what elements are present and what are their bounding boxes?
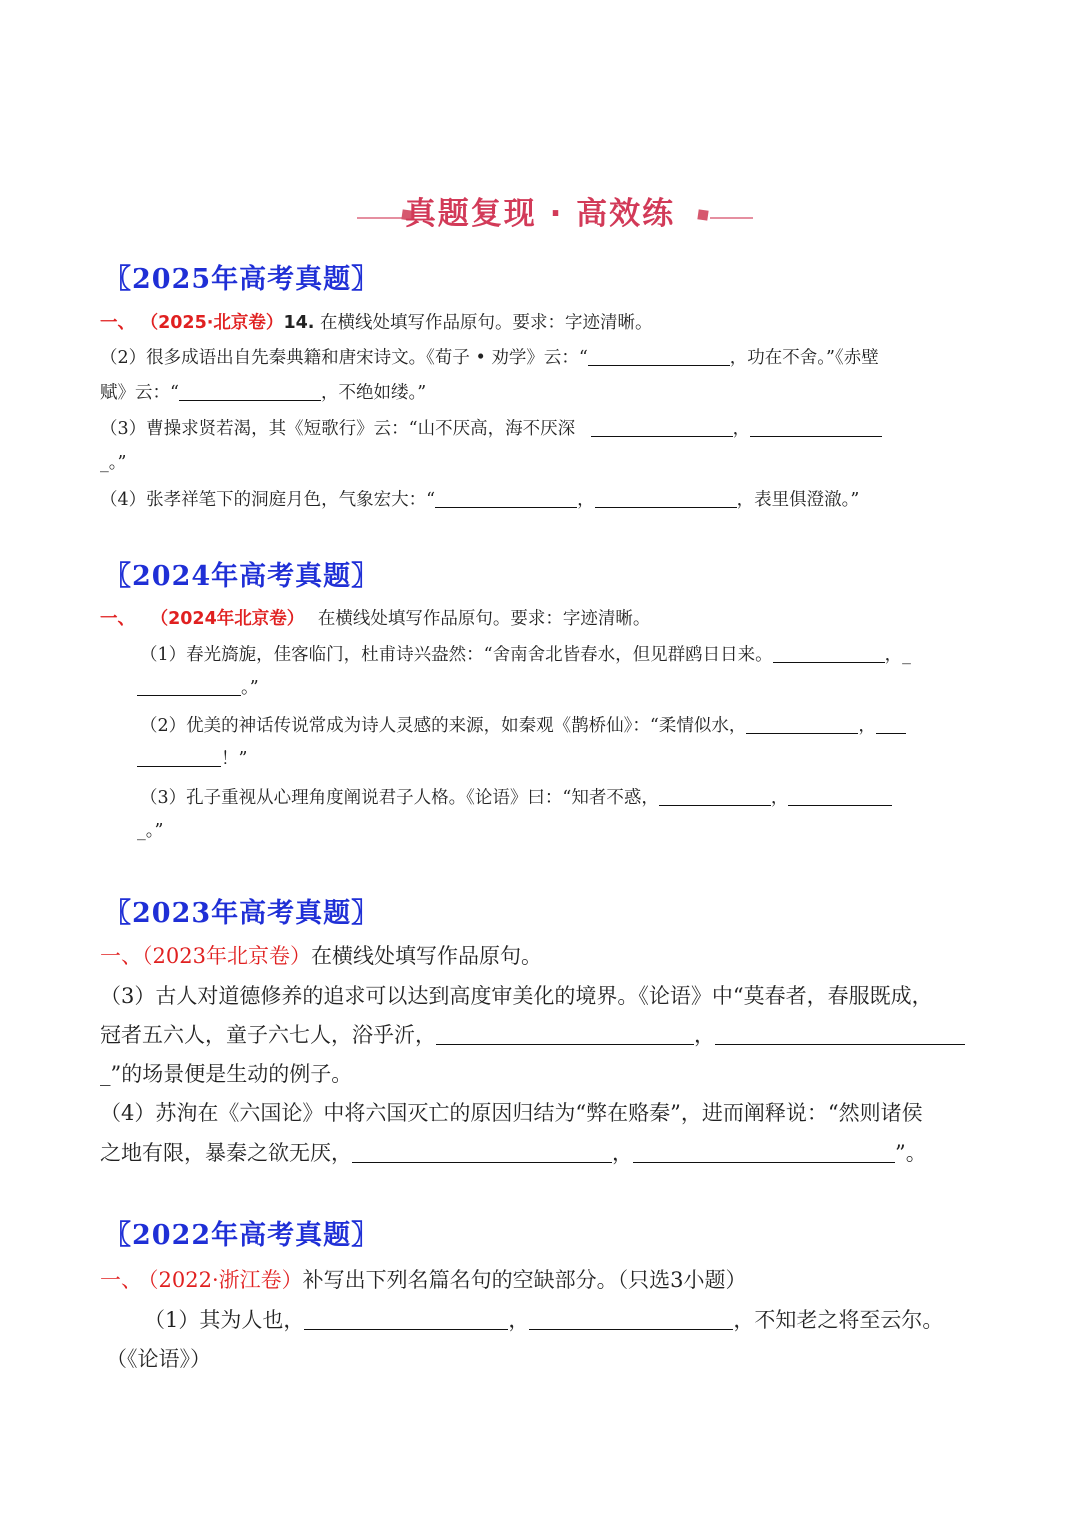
item-text: ，不绝如缕。” (320, 383, 427, 403)
item-text: _”的场景便是生动的例子。 (100, 1062, 353, 1086)
answer-blank[interactable] (436, 1023, 694, 1045)
item-text: （3）曹操求贤若渴，其《短歌行》云：“山不厌高，海不厌深 (100, 419, 576, 439)
answer-blank[interactable] (746, 716, 858, 735)
item-2024-2-line2 (137, 745, 984, 770)
q-source: （2025·北京卷） (140, 313, 284, 333)
item-text: （2）优美的神话传说常成为诗人灵感的来源，如秦观《鹊桥仙》：“柔情似水， (140, 716, 747, 736)
item-text: （3）古人对道德修养的追求可以达到高度审美化的境界。《论语》中“莫春者，春服既成， (100, 984, 933, 1008)
answer-blank[interactable] (529, 1308, 733, 1330)
item-text: 赋》云：“ (100, 383, 179, 403)
item-text: 。” (241, 678, 259, 698)
answer-blank[interactable] (595, 490, 737, 509)
answer-blank[interactable] (659, 788, 771, 807)
item-2023-4-line2 (100, 1137, 984, 1167)
item-text: ， (858, 716, 876, 736)
item-2023-3-line1 (100, 980, 984, 1010)
item-text: （3）孔子重视从心理角度阐说君子人格。《论语》曰：“知者不惑， (140, 788, 659, 808)
answer-blank[interactable] (352, 1141, 612, 1163)
item-text: ！” (221, 749, 248, 769)
item-2022-1-line2 (106, 1343, 984, 1373)
answer-blank[interactable] (591, 419, 733, 438)
answer-blank[interactable] (750, 419, 882, 438)
answer-blank[interactable] (435, 490, 577, 509)
item-text: （《论语》） (106, 1347, 211, 1371)
item-2024-3-line1 (140, 784, 984, 809)
item-text: ，表里俱澄澈。” (736, 490, 860, 510)
item-text: ，功在不舍。”《赤壁 (729, 348, 879, 368)
item-2022-1-line1 (144, 1304, 984, 1334)
item-text: （4）张孝祥笔下的洞庭月色，气象宏大：“ (100, 490, 436, 510)
question-2023-header (100, 940, 984, 970)
item-text: （4）苏洵在《六国论》中将六国灭亡的原因归结为“弊在赂秦”，进而阐释说：“然则诸侯 (100, 1101, 923, 1125)
answer-blank[interactable] (179, 383, 321, 402)
q-marker: 一、 (100, 1268, 142, 1292)
heading-2022: 〖2022年高考真题〗 (104, 1220, 380, 1251)
answer-blank[interactable] (588, 348, 730, 367)
q-number: 14. (283, 313, 315, 333)
item-2023-3-line3 (100, 1058, 984, 1088)
answer-blank[interactable] (304, 1308, 508, 1330)
heading-2024: 〖2024年高考真题〗 (104, 561, 380, 592)
q-source: （2022·浙江卷） (148, 1268, 303, 1292)
item-text: ， (577, 490, 595, 510)
question-2024-header (100, 605, 984, 630)
item-text: （1）其为人也， (144, 1308, 305, 1332)
item-2025-2-line2 (100, 379, 984, 404)
section-banner (0, 188, 1080, 238)
item-text: ， (612, 1141, 633, 1165)
item-text: （2）很多成语出自先秦典籍和唐宋诗文。《荀子 • 劝学》云：“ (100, 348, 588, 368)
item-text: _。” (100, 453, 127, 473)
item-text: ， (694, 1023, 715, 1047)
q-source: （2024年北京卷） (150, 609, 305, 629)
item-2024-2-line1 (140, 712, 984, 737)
q-marker: 一、 (100, 944, 142, 968)
answer-blank[interactable] (715, 1023, 965, 1045)
q-marker: 一、 (100, 313, 135, 333)
item-text: ，不知老之将至云尔。 (733, 1308, 944, 1332)
item-2025-3-line2 (100, 449, 984, 474)
item-text: _。” (137, 821, 164, 841)
q-marker: 一、 (100, 609, 135, 629)
item-text: ， (732, 419, 751, 439)
heading-2025: 〖2025年高考真题〗 (104, 264, 380, 295)
q-instruction: 在横线处填写作品原句。要求：字迹清晰。 (317, 609, 651, 629)
heading-2023: 〖2023年高考真题〗 (104, 898, 380, 929)
item-2025-4 (100, 486, 984, 511)
item-text: （1）春光旖旎，佳客临门，杜甫诗兴盎然：“舍南舍北皆春水，但见群鸥日日来。 (140, 645, 773, 665)
item-text: 冠者五六人，童子六七人，浴乎沂， (100, 1023, 436, 1047)
q-instruction: 补写出下列名篇名句的空缺部分。（只选3小题） (302, 1268, 747, 1292)
answer-blank[interactable] (876, 716, 906, 735)
answer-blank[interactable] (788, 788, 892, 807)
item-2024-1-line1 (140, 641, 984, 666)
question-2022-header (100, 1264, 984, 1294)
item-2024-1-line2 (137, 674, 984, 699)
item-text: ”。 (895, 1141, 927, 1165)
item-text: ， (508, 1308, 530, 1332)
item-2023-4-line1 (100, 1097, 984, 1127)
question-2025-header (100, 309, 984, 334)
answer-blank[interactable] (137, 678, 241, 697)
q-source: （2023年北京卷） (142, 944, 311, 968)
q-instruction: 在横线处填写作品原句。要求：字迹清晰。 (320, 313, 653, 333)
q-instruction: 在横线处填写作品原句。 (310, 944, 542, 968)
answer-blank[interactable] (773, 645, 885, 664)
answer-blank[interactable] (633, 1141, 895, 1163)
item-text: 之地有限，暴秦之欲无厌， (100, 1141, 352, 1165)
item-2025-3-line1 (100, 415, 984, 440)
item-2023-3-line2 (100, 1019, 984, 1049)
item-2025-2-line1 (100, 344, 984, 369)
answer-blank[interactable] (137, 749, 221, 768)
banner-title: 真题复现 · 高效练 (404, 196, 676, 232)
item-text: ， (770, 788, 789, 808)
item-text: ，_ (884, 645, 911, 665)
item-2024-3-line2 (137, 817, 984, 842)
